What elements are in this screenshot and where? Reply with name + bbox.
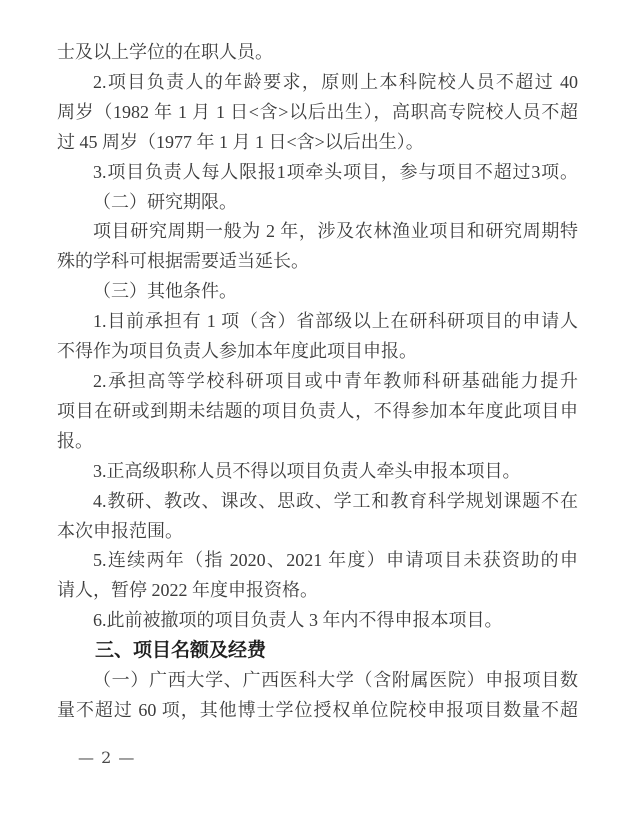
text-line: 5.连续两年（指 2020、2021 年度）申请项目未获资助的申 — [93, 550, 578, 571]
document-body — [57, 38, 578, 726]
text-line: 3.正高级职称人员不得以项目负责人牵头申报本项目。 — [93, 460, 521, 481]
text-line: 士及以上学位的在职人员。 — [57, 42, 273, 62]
text-line: 项目研究周期一般为 2 年，涉及农林渔业项目和研究周期特 — [93, 221, 578, 242]
text-line: 周岁（1982 年 1 月 1 日<含>以后出生），高职高专院校人员不超 — [57, 101, 578, 122]
text-line: （二）研究期限。 — [93, 191, 237, 212]
text-line: 1.目前承担有 1 项（含）省部级以上在研科研项目的申请人 — [93, 311, 578, 332]
text-line: 过 45 周岁（1977 年 1 月 1 日<含>以后出生）。 — [57, 131, 424, 152]
text-line: 本次申报范围。 — [57, 520, 183, 541]
text-line: 报。 — [57, 430, 93, 451]
text-line: 量不超过 60 项，其他博士学位授权单位院校申报项目数量不超 — [57, 699, 578, 720]
text-line: 不得作为项目负责人参加本年度此项目申报。 — [57, 341, 417, 362]
section-heading: 三、项目名额及经费 — [95, 640, 267, 662]
text-line: 项目在研或到期未结题的项目负责人，不得参加本年度此项目申 — [57, 400, 578, 421]
text-line: 请人，暂停 2022 年度申报资格。 — [57, 580, 318, 601]
text-line: 6.此前被撤项的项目负责人 3 年内不得申报本项目。 — [93, 610, 503, 631]
text-line: 3.项目负责人每人限报1项牵头项目，参与项目不超过3项。 — [93, 161, 578, 182]
page-number: — 2 — — [78, 748, 136, 767]
text-line: 2.承担高等学校科研项目或中青年教师科研基础能力提升 — [93, 370, 578, 391]
text-line: （三）其他条件。 — [93, 281, 237, 302]
text-line: 4.教研、教改、课改、思政、学工和教育科学规划课题不在 — [93, 490, 578, 511]
text-line: 殊的学科可根据需要适当延长。 — [57, 251, 309, 272]
text-line: 2.项目负责人的年龄要求，原则上本科院校人员不超过 40 — [93, 71, 578, 92]
text-line: （一）广西大学、广西医科大学（含附属医院）申报项目数 — [93, 670, 578, 691]
